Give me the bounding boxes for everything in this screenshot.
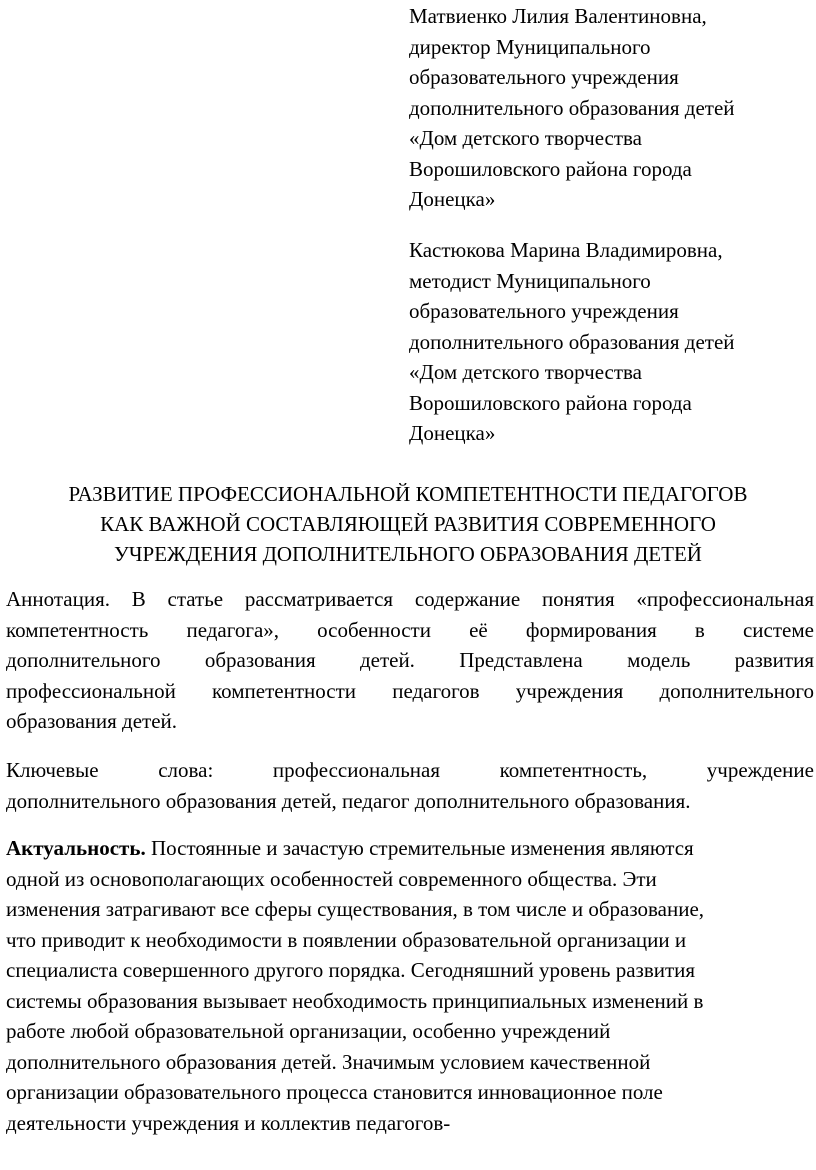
- author-line: образовательного учреждения: [409, 65, 679, 89]
- title-line: УЧРЕЖДЕНИЯ ДОПОЛНИТЕЛЬНОГО ОБРАЗОВАНИЯ ДЕТЕЙ: [114, 542, 702, 566]
- annotation-line: [6, 615, 814, 646]
- actuality-line: что приводит к необходимости в появлении образовательной организации и: [6, 927, 687, 952]
- author-line: Донецка»: [409, 421, 496, 445]
- author-line: директор Муниципального: [409, 34, 651, 59]
- word: Аннотация.: [6, 587, 111, 611]
- title-line: КАК ВАЖНОЙ СОСТАВЛЯЮЩЕЙ РАЗВИТИЯ СОВРЕМЕННОГО: [100, 512, 716, 536]
- word: профессиональной: [6, 678, 176, 703]
- annotation-line: [6, 676, 814, 707]
- annotation-line: [6, 645, 814, 676]
- keywords-paragraph: [6, 755, 814, 816]
- author-line: Ворошиловского района города: [409, 156, 692, 181]
- annotation-paragraph: [6, 584, 814, 737]
- word: формирования: [525, 617, 657, 642]
- word: компетентность,: [499, 758, 648, 782]
- word: Представлена: [459, 648, 583, 672]
- word: дополнительного: [6, 648, 161, 672]
- word: Ключевые: [6, 758, 99, 782]
- author-block-kastyukova: [409, 235, 809, 449]
- author-line: Кастюкова Марина Владимировна,: [409, 238, 723, 262]
- word: модель: [627, 648, 691, 672]
- word: рассматривается: [244, 587, 394, 611]
- word: системе: [742, 617, 814, 642]
- word: «профессиональная: [636, 587, 814, 611]
- word: особенности: [317, 617, 431, 642]
- author-line: «Дом детского творчества: [409, 126, 642, 150]
- annotation-line: образования детей.: [6, 709, 178, 733]
- author-line: образовательного учреждения: [409, 299, 679, 323]
- word: дополнительного: [659, 678, 814, 703]
- title-line: РАЗВИТИЕ ПРОФЕССИОНАЛЬНОЙ КОМПЕТЕНТНОСТИ ПЕДАГОГОВ: [68, 482, 748, 506]
- word: детей.: [359, 648, 415, 672]
- actuality-line: одной из основополагающих особенностей современного общества. Эти: [6, 866, 657, 891]
- author-line: Матвиенко Лилия Валентиновна,: [409, 4, 707, 28]
- actuality-line: организации образовательного процесса становится инновационное поле: [6, 1080, 663, 1104]
- actuality-line: изменения затрагивают все сферы существования, в том числе и образование,: [6, 897, 705, 921]
- author-line: Ворошиловского района города: [409, 390, 692, 415]
- word: педагога»,: [186, 617, 280, 642]
- word: слова:: [158, 758, 214, 782]
- word: компетентности: [212, 678, 357, 703]
- author-line: «Дом детского творчества: [409, 360, 642, 384]
- word: компетентность: [6, 617, 149, 642]
- actuality-line: деятельности учреждения и коллектив педагогов-: [6, 1110, 451, 1135]
- article-title: [0, 479, 816, 569]
- keywords-line: [6, 755, 814, 786]
- word: профессиональная: [272, 758, 440, 782]
- actuality-first-line-text: Постоянные и зачастую стремительные изменения являются: [145, 836, 694, 860]
- actuality-label: Актуальность.: [6, 836, 146, 860]
- word: учреждения: [515, 678, 624, 703]
- word: учреждение: [706, 758, 814, 782]
- word: в: [694, 617, 705, 642]
- word: образования: [204, 648, 316, 672]
- word: статье: [167, 587, 224, 611]
- author-line: Донецка»: [409, 187, 496, 211]
- keywords-line: дополнительного образования детей, педагог дополнительного образования.: [6, 788, 691, 813]
- word: её: [469, 617, 488, 642]
- actuality-line: дополнительного образования детей. Значимым условием качественной: [6, 1049, 651, 1074]
- annotation-line: [6, 584, 814, 615]
- actuality-paragraph: [6, 833, 814, 1138]
- word: понятия: [541, 587, 615, 611]
- author-line: методист Муниципального: [409, 268, 651, 293]
- actuality-line: работе любой образовательной организации, особенно учреждений: [6, 1019, 611, 1043]
- word: содержание: [414, 587, 521, 611]
- actuality-line: специалиста совершенного другого порядка. Сегодняшний уровень развития: [6, 958, 696, 982]
- word: педагогов: [392, 678, 480, 703]
- actuality-first-line: [6, 833, 814, 864]
- author-block-matvienko: [409, 1, 809, 215]
- word: В: [131, 587, 146, 611]
- author-line: дополнительного образования детей: [409, 329, 735, 354]
- author-line: дополнительного образования детей: [409, 95, 735, 120]
- word: развития: [734, 648, 814, 672]
- actuality-line: системы образования вызывает необходимость принципиальных изменений в: [6, 988, 704, 1013]
